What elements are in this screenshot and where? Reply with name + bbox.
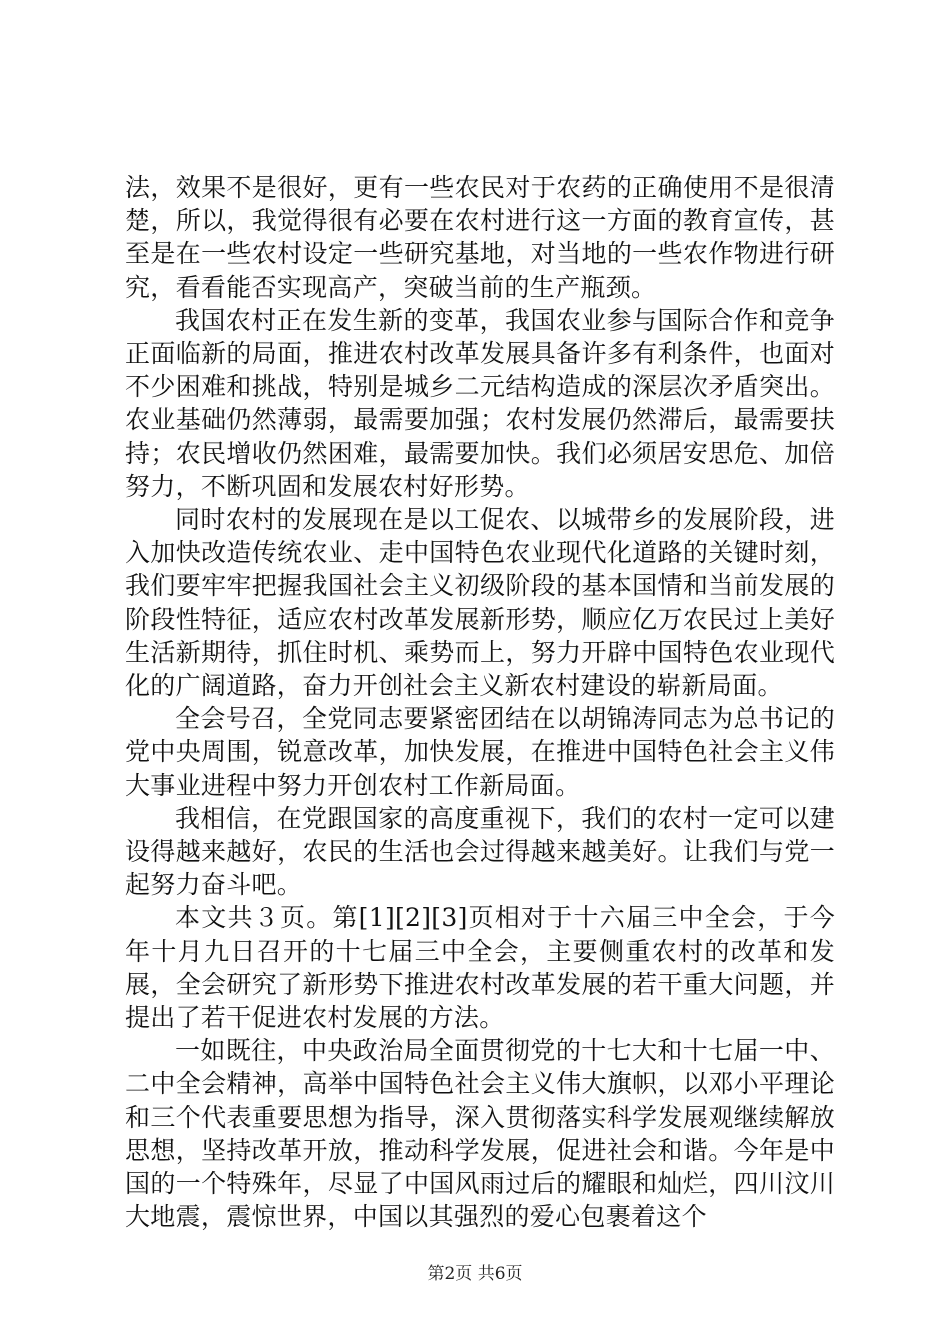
- page-footer: 第2页 共6页: [427, 1264, 523, 1284]
- paragraph-4: 全会号召，全党同志要紧密团结在以胡锦涛同志为总书记的党中央周围，锐意改革，加快发展，在推进中国特色社会主义伟大事业进程中努力开创农村工作新局面。: [125, 704, 835, 800]
- document-body: [125, 171, 835, 1234]
- paragraph-1: 法，效果不是很好，更有一些农民对于农药的正确使用不是很清楚，所以，我觉得很有必要在农村进行这一方面的教育宣传，甚至是在一些农村设定一些研究基地，对当地的一些农作物进行研究，看看能否实现高产，突破当前的生产瓶颈。: [125, 173, 835, 302]
- paragraph-2: 我国农村正在发生新的变革，我国农业参与国际合作和竞争正面临新的局面，推进农村改革发展具备许多有利条件，也面对不少困难和挑战，特别是城乡二元结构造成的深层次矛盾突出。农业基础仍然薄弱，最需要加强；农村发展仍然滞后，最需要扶持；农民增收仍然困难，最需要加快。我们必须居安思危、加倍努力，不断巩固和发展农村好形势。: [125, 305, 835, 501]
- paragraph-3: 同时农村的发展现在是以工促农、以城带乡的发展阶段，进入加快改造传统农业、走中国特色农业现代化道路的关键时刻，我们要牢牢把握我国社会主义初级阶段的基本国情和当前发展的阶段性特征，适应农村改革发展新形势，顺应亿万农民过上美好生活新期待，抓住时机、乘势而上，努力开辟中国特色农业现代化的广阔道路，奋力开创社会主义新农村建设的崭新局面。: [125, 505, 835, 701]
- paragraph-6: 本文共３页。第[1][2][3]页相对于十六届三中全会，于今年十月九日召开的十七届三中全会，主要侧重农村的改革和发展，全会研究了新形势下推进农村改革发展的若干重大问题，并提出了若干促进农村发展的方法。: [125, 903, 835, 1033]
- paragraph-7: 一如既往，中央政治局全面贯彻党的十七大和十七届一中、二中全会精神，高举中国特色社会主义伟大旗帜，以邓小平理论和三个代表重要思想为指导，深入贯彻落实科学发展观继续解放思想，坚持改革开放，推动科学发展，促进社会和谐。今年是中国的一个特殊年，尽显了中国风雨过后的耀眼和灿烂，四川汶川大地震，震惊世界，中国以其强烈的爱心包裹着这个: [125, 1036, 835, 1232]
- paragraph-5: 我相信，在党跟国家的高度重视下，我们的农村一定可以建设得越来越好，农民的生活也会过得越来越美好。让我们与党一起努力奋斗吧。: [125, 803, 835, 900]
